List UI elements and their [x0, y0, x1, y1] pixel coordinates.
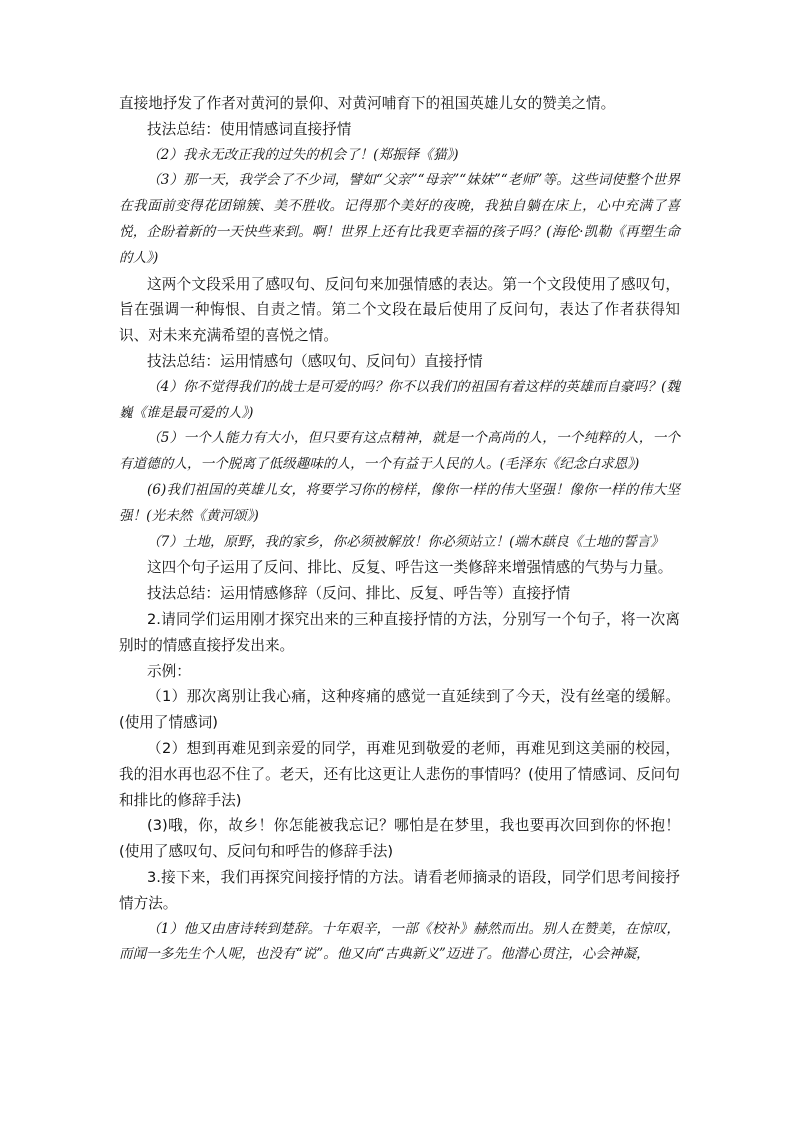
example-heading: 示例：	[147, 662, 191, 680]
technique-summary-2: 技法总结：运用情感句（感叹句、反问句）直接抒情	[147, 352, 483, 370]
indirect-example-quote-1: （1）他又由唐诗转到楚辞。十年艰辛，一部《校补》赫然而出。别人在赞美，在惊叹，而闻一多先生个人呢，也没有“说”。他又向“古典新义”迈进了。他潜心贯注，心会神凝，	[119, 920, 680, 963]
example-quote-3: （3）那一天，我学会了不少词，譬如“父亲”“母亲”“妹妹”“老师”等。这些词使整个世界在我面前变得花团锦簇、美不胜收。记得那个美好的夜晚，我独自躺在床上，心中充满了喜悦，企盼着新的一天快些来到。啊！世界上还有比我更幸福的孩子吗？(海伦·凯勒《再塑生命的人》)	[119, 172, 680, 266]
task-instruction-2: 2.请同学们运用刚才探究出来的三种直接抒情的方法，分别写一个句子，将一次离别时的情感直接抒发出来。	[119, 610, 680, 654]
example-quote-4: （4）你不觉得我们的战士是可爱的吗？你不以我们的祖国有着这样的英雄而自豪吗？(魏巍《谁是最可爱的人》)	[119, 378, 680, 421]
task-instruction-3: 3.接下来，我们再探究间接抒情的方法。请看老师摘录的语段，同学们思考间接抒情方法。	[119, 868, 680, 912]
sample-sentence-2: （2）想到再难见到亲爱的同学，再难见到敬爱的老师，再难见到这美丽的校园，我的泪水再也忍不住了。老天，还有比这更让人悲伤的事情吗？(使用了情感词、反问句和排比的修辞手法)	[119, 739, 680, 809]
sample-sentence-1: （1）那次离别让我心痛，这种疼痛的感觉一直延续到了今天，没有丝毫的缓解。(使用了情感词)	[119, 688, 680, 732]
paragraph-1: 直接地抒发了作者对黄河的景仰、对黄河哺育下的祖国英雄儿女的赞美之情。	[119, 95, 616, 112]
example-quote-6: (6)我们祖国的英雄儿女，将要学习你的榜样，像你一样的伟大坚强！像你一样的伟大坚强！(光未然《黄河颂》)	[119, 481, 680, 524]
example-quote-5: （5）一个人能力有大小，但只要有这点精神，就是一个高尚的人，一个纯粹的人，一个有道德的人，一个脱离了低级趣味的人，一个有益于人民的人。(毛泽东《纪念白求恩》)	[119, 430, 680, 473]
sample-sentence-3: (3)哦，你，故乡！你怎能被我忘记？哪怕是在梦里，我也要再次回到你的怀抱！(使用了感叹句、反问句和呼告的修辞手法)	[119, 817, 680, 861]
document-body	[119, 91, 680, 968]
example-quote-7: （7）土地，原野，我的家乡，你必须被解放！你必须站立！(端木蕻良《土地的誓言》	[147, 533, 664, 550]
example-quote-2: （2）我永无改正我的过失的机会了！(郑振铎《猫》)	[147, 146, 459, 163]
analysis-paragraph-2: 这四个句子运用了反问、排比、反复、呼告这一类修辞来增强情感的气势与力量。	[147, 559, 673, 577]
analysis-paragraph-1: 这两个文段采用了感叹句、反问句来加强情感的表达。第一个文段使用了感叹句，旨在强调一种悔恨、自责之情。第二个文段在最后使用了反问句，表达了作者获得知识、对未来充满希望的喜悦之情。	[119, 275, 680, 345]
technique-summary-1: 技法总结：使用情感词直接抒情	[147, 120, 352, 138]
technique-summary-3: 技法总结：运用情感修辞（反问、排比、反复、呼告等）直接抒情	[147, 585, 571, 603]
